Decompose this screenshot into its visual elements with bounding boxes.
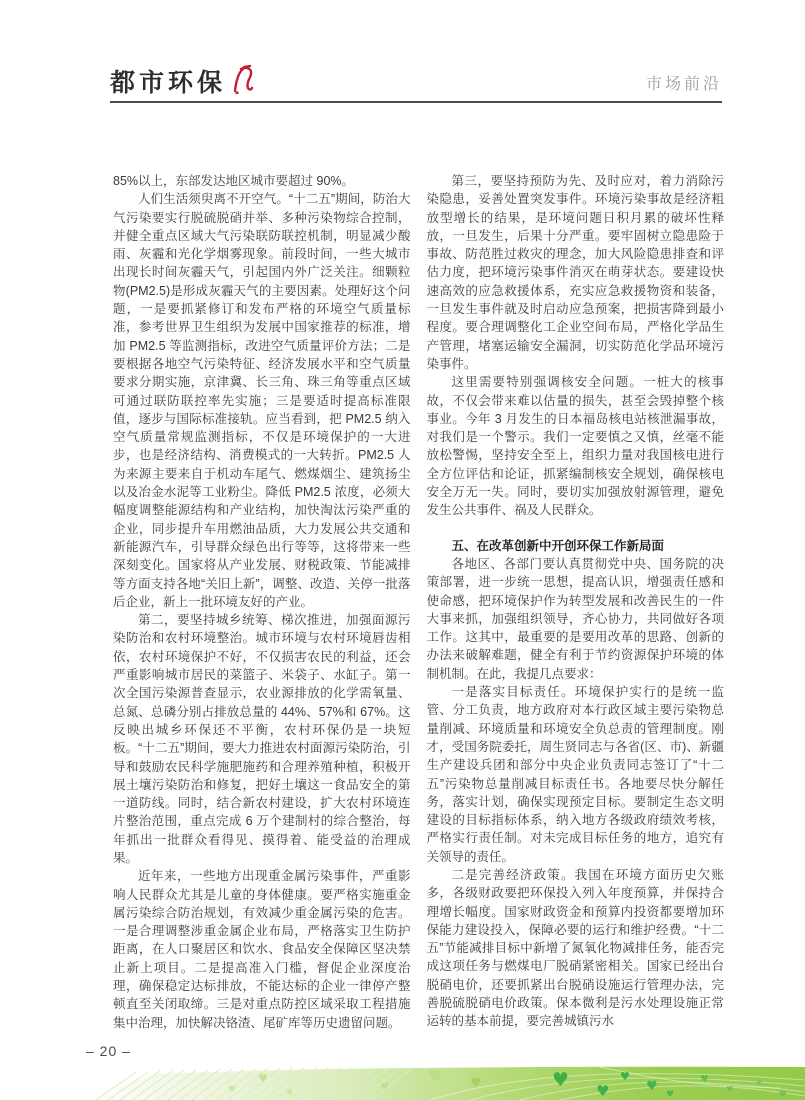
paragraph: 二是完善经济政策。我国在环境方面历史欠账多，各级财政要把环保投入列入年度预算，并保持合理增长幅度。国家财政资金和预算内投资都要增加环保能力建设投入，保障必要的运行和维护经费。“十二五”节能减排目标中新增了氮氧化物减排任务，能否完成这项任务与燃煤电厂脱硝紧密相关。国家已经出台脱硝电价，还要抓紧出台脱硝设施运行管理办法，完善脱硫脱硝电价政策。保本微利是污水处理设施正常运转的基本前提，要完善城镇污水 [426, 867, 724, 1029]
svg-text:♥: ♥ [428, 1067, 444, 1087]
svg-text:♥: ♥ [700, 1074, 709, 1085]
svg-text:♥: ♥ [756, 1079, 763, 1087]
svg-text:♥: ♥ [470, 1076, 482, 1091]
paragraph: 一是落实目标责任。环境保护实行的是统一监管、分工负责，地方政府对本行政区域主要污染物总量削减、环境质量和环境安全负总责的管理制度。刚才，受国务院委托，周生贤同志与各省(区、市)、新疆生产建设兵团和部分中央企业负责同志签订了“十二五”污染物总量削减目标责任书。各地要尽快分解任务，落实计划，确保实现预定目标。要制定生态文明建设的目标指标体系，纳入地方各级政府绩效考核，严格实行责任制。对未完成目标任务的地方，追究有关领导的责任。 [426, 685, 724, 864]
svg-text:♥: ♥ [666, 1090, 675, 1100]
section-heading: 五、在改革创新中开创环保工作新局面 [451, 538, 665, 553]
paragraph: 这里需要特别强调核安全问题。一桩大的核事故，不仅会带来难以估量的损失，甚至会毁掉整个核事业。今年 3 月发生的日本福岛核电站核泄漏事故，对我们是一个警示。我们一定要慎之又慎，丝毫不能放松警惕，坚持安全至上，组织力量对我国核电进行全方位评估和论证，抓紧编制核安全规划，确保核电安全万无一失。同时，要切实加强放射源管理，避免发生公共事件、祸及人民群众。 [426, 375, 724, 518]
svg-text:♥: ♥ [779, 1090, 788, 1100]
section-label: 市场前沿 [645, 76, 722, 93]
svg-text:♥: ♥ [552, 1069, 570, 1091]
paragraph: 人们生活须臾离不开空气。“十二五”期间，防治大气污染要实行脱硫脱硝并举、多种污染物综合控制，并健全重点区域大气污染联防联控机制，明显减少酸雨、灰霾和光化学烟雾现象。前段时间，一些大城市出现长时间灰霾天气，引起国内外广泛关注。细颗粒物(PM2.5)是形成灰霾天气的主要因素。处理好这个问题，一是要抓紧修订和发布严格的环境空气质量标准，参考世界卫生组织为发展中国家推荐的标准，增加 PM2.5 等监测指标，改进空气质量评价方法；二是要根据各地空气污染特征、经济发展水平和空气质量要求分期实施，京津冀、长三角、珠三角等重点区域可通过联防联控率先实施；三是要适时提高标准限值，逐步与国际标准接轨。应当看到，把 PM2.5 纳入空气质量常规监测指标，不仅是环境保护的一大进步，也是经济结构、消费模式的一大转折。PM2.5 人为来源主要来自于机动车尾气、燃煤烟尘、建筑扬尘以及冶金水泥等工业粉尘。降低 PM2.5 浓度，必须大幅度调整能源结构和产业结构，加快淘汰污染严重的企业，同步提升车用燃油品质，大力发展公共交通和新能源汽车，引导群众绿色出行等等，这将带来一些深刻变化。国家将从产业发展、财税政策、节能减排等方面支持各地“关旧上新”，调整、改造、关停一批落后企业，新上一批环境友好的产业。 [113, 192, 411, 609]
calligraphy-mark-icon [229, 64, 257, 99]
svg-text:♥: ♥ [596, 1082, 610, 1100]
svg-text:♥: ♥ [726, 1085, 734, 1094]
article-body [113, 172, 724, 1032]
svg-text:♥: ♥ [258, 1072, 268, 1085]
page-header [110, 64, 722, 103]
column-right [427, 172, 725, 1032]
paragraph: 第二，要坚持城乡统筹、梯次推进，加强面源污染防治和农村环境整治。城市环境与农村环境唇齿相依，农村环境保护不好，不仅损害农民的利益，还会严重影响城市居民的菜篮子、米袋子、水缸子。第一次全国污染源普查显示，农业源排放的化学需氧量、总氮、总磷分别占排放总量的 44%、57%和 67%。这反映出城乡环保还不平衡，农村环保仍是一块短板。“十二五”期间，要大力推进农村面源污染防治，引导和鼓励农民科学施肥施药和合理养殖种植，积极开展土壤污染防治和修复，把好土壤这一食品安全的第一道防线。同时，结合新农村建设，扩大农村环境连片整治范围，重点完成 6 万个建制村的综合整治，每年抓出一批群众看得见、摸得着、能受益的治理成果。 [113, 613, 411, 865]
svg-text:♥: ♥ [380, 1082, 389, 1093]
svg-text:♥: ♥ [620, 1070, 630, 1083]
footer-decoration [0, 1066, 805, 1100]
svg-text:♥: ♥ [286, 1088, 294, 1097]
svg-text:♥: ♥ [646, 1079, 658, 1094]
svg-text:♥: ♥ [228, 1085, 237, 1095]
paragraph: 近年来，一些地方出现重金属污染事件，严重影响人民群众尤其是儿童的身体健康。要严格实施重金属污染综合防治规划，有效减少重金属污染的危害。一是合理调整涉重金属企业布局，严格落实卫生防护距离，在人口聚居区和饮水、食品安全保障区坚决禁止新上项目。二是提高准入门槛，督促企业深度治理，确保稳定达标排放，不能达标的企业一律停产整顿直至关闭取缔。三是对重点防控区域采取工程措施集中治理，加快解决铬渣、尾矿库等历史遗留问题。 [113, 869, 411, 1030]
page-number: – 20 – [86, 1043, 131, 1059]
paragraph: 各地区、各部门要认真贯彻党中央、国务院的决策部署，进一步统一思想，提高认识，增强责任感和使命感，把环境保护作为转型发展和改善民生的一件大事来抓，加强组织领导，齐心协力，共同做好各项工作。这其中，最重要的是要用改革的思路、创新的办法来破解难题，健全有利于节约资源保护环境的体制机制。在此，我提几点要求： [426, 556, 724, 681]
magazine-logo [110, 64, 257, 96]
column-left [113, 172, 411, 1032]
paragraph: 第三，要坚持预防为先、及时应对，着力消除污染隐患，妥善处置突发事件。环境污染事故是经济粗放型增长的结果，是环境问题日积月累的破坏性释放，一旦发生，后果十分严重。要牢固树立隐患险于事故、防范胜过救灾的理念，加大风险隐患排查和评估力度，把环境污染事件消灭在萌芽状态。要建设快速高效的应急救援体系，充实应急救援物资和装备，一旦发生事件就及时启动应急预案，把损害降到最小程度。要合理调整化工企业空间布局，严格化学品生产管理，堵塞运输安全漏洞，切实防范化学品环境污染事件。 [426, 174, 724, 371]
paragraph: 85%以上，东部发达地区城市要超过 90%。 [113, 174, 355, 188]
logo-text: 都市环保 [110, 69, 227, 97]
